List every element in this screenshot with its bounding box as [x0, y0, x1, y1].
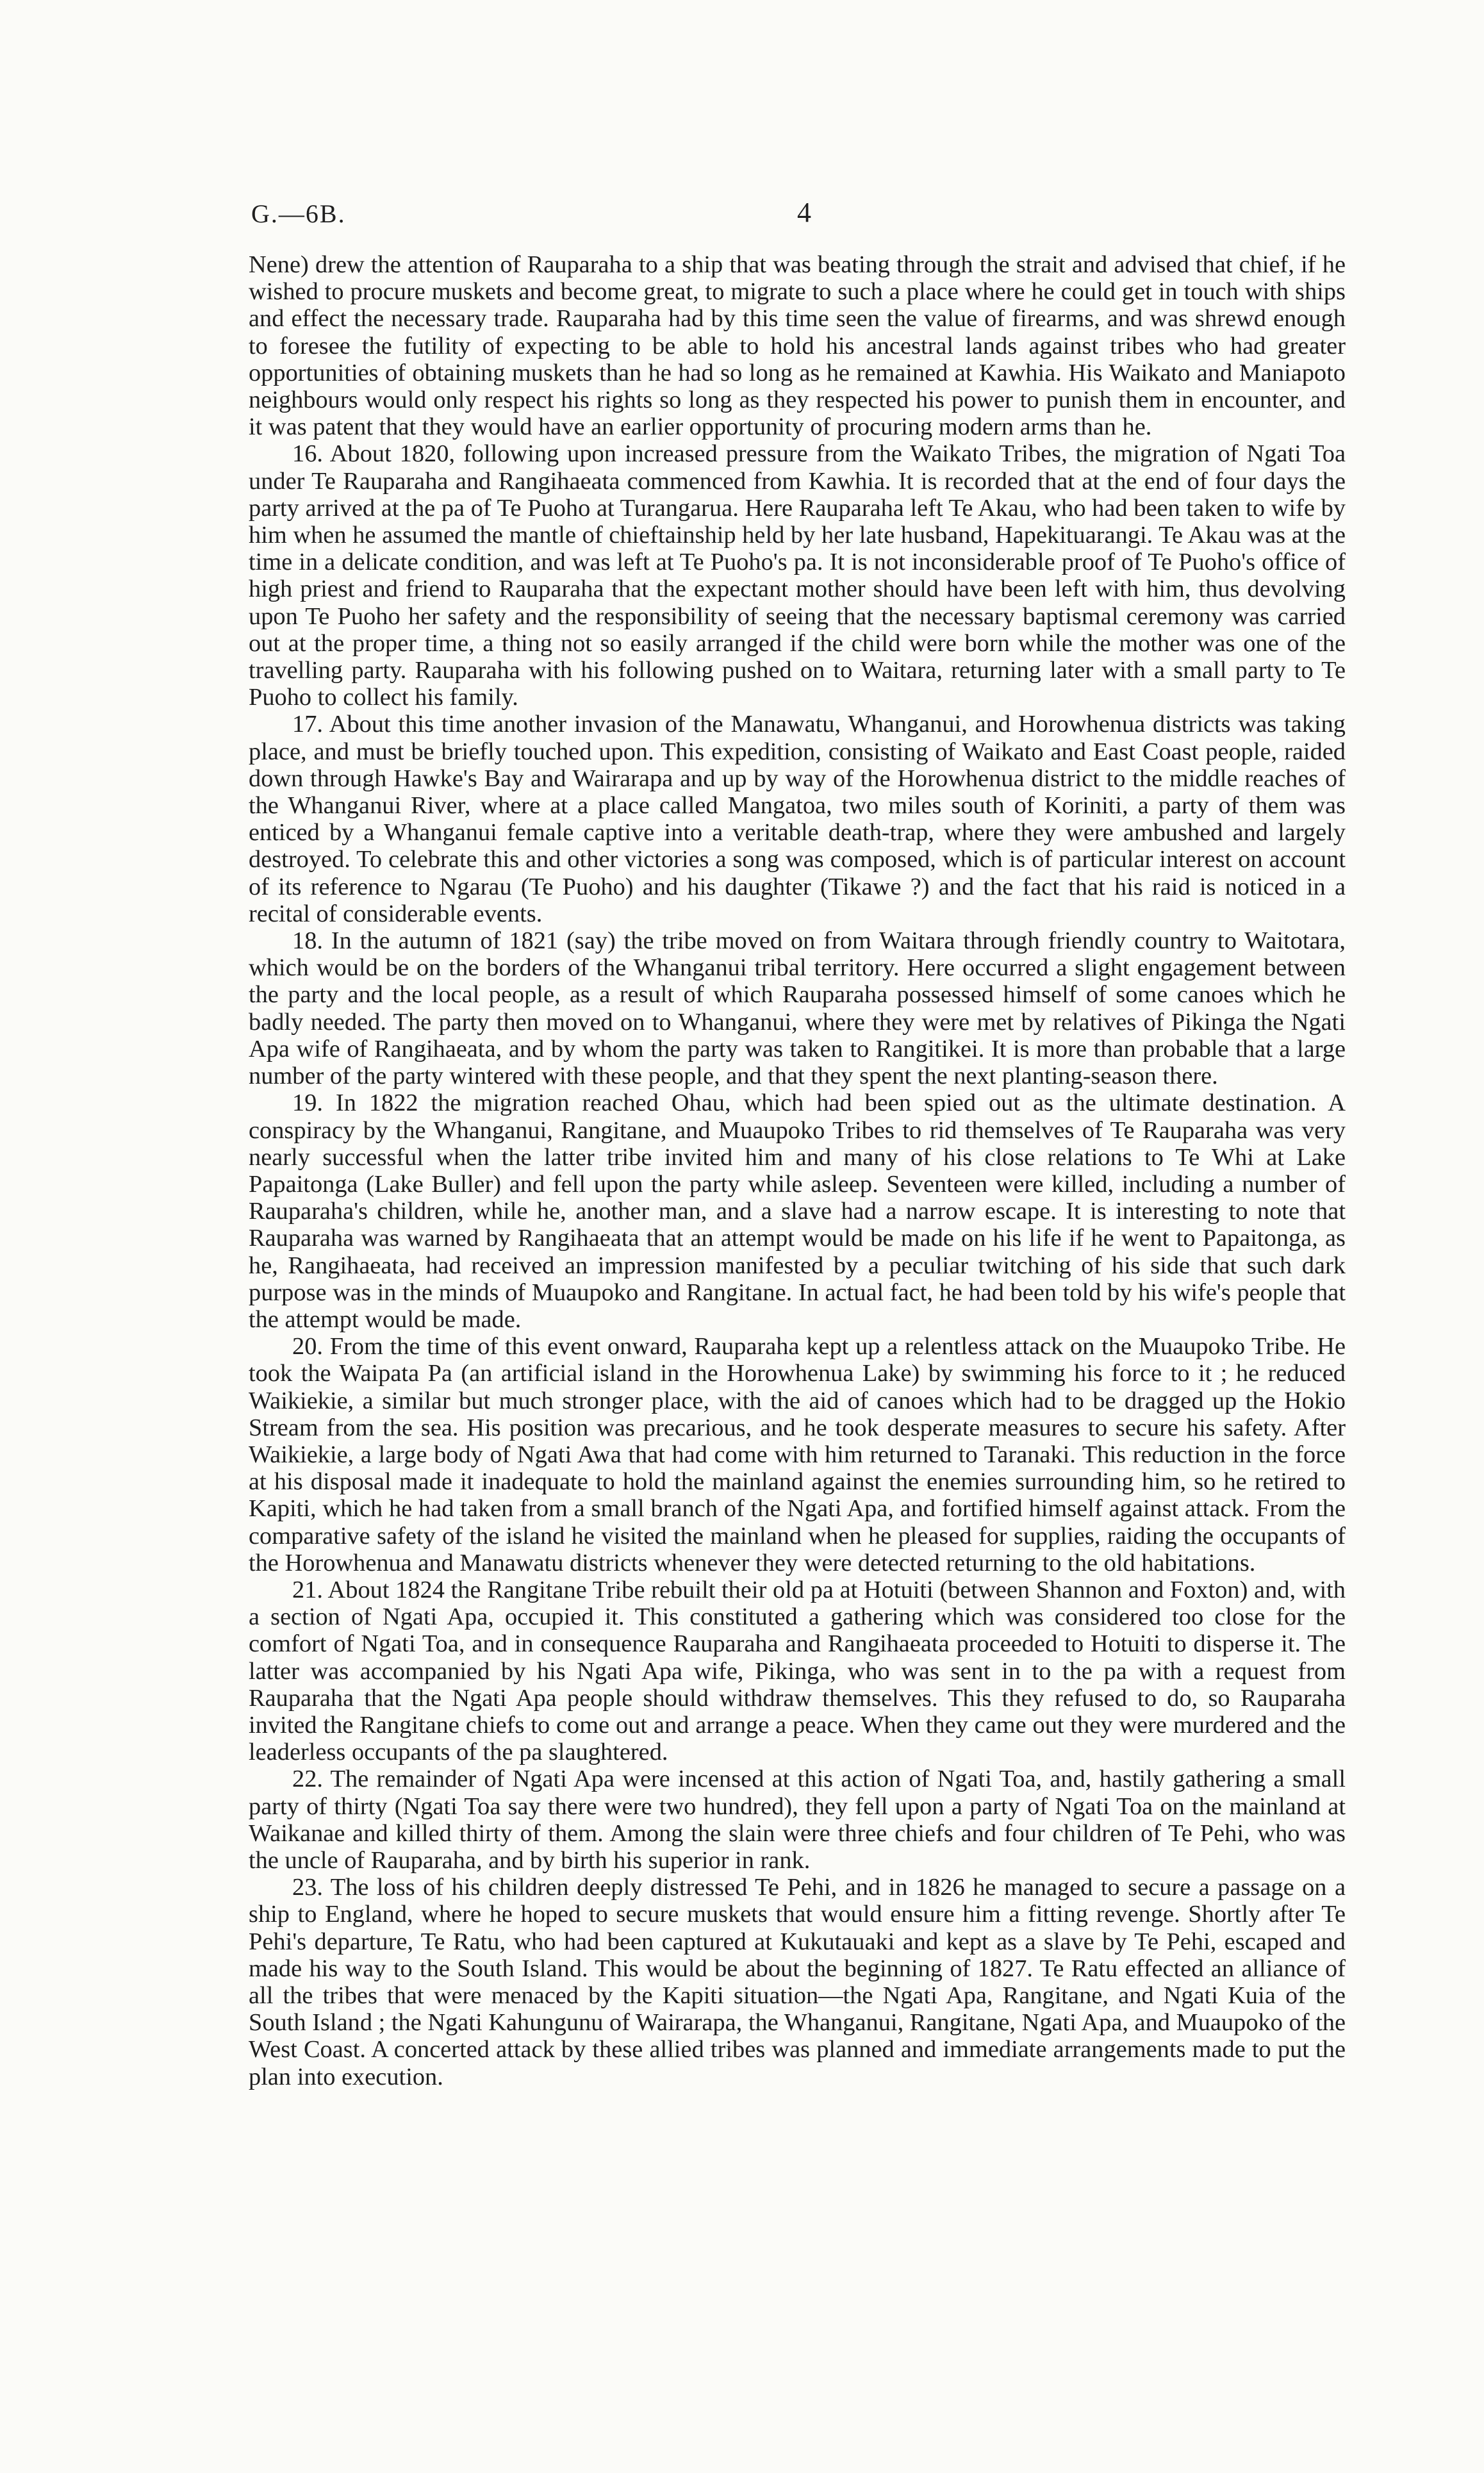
- page-body: [249, 251, 1346, 2090]
- paragraph-23: 23. The loss of his children deeply distressed Te Pehi, and in 1826 he managed to secure a passage on a ship to England, where he hoped to secure muskets that would ensure him a fitting revenge. Shortly after Te Pehi's departure, Te Ratu, who had been captured at Kukutauaki and kept as a slave by Te Pehi, escaped and made his way to the South Island. This would be about the beginning of 1827. Te Ratu effected an alliance of all the tribes that were menaced by the Kapiti situation—the Ngati Apa, Rangitane, and Ngati Kuia of the South Island ; the Ngati Kahungunu of Wairarapa, the Whanganui, Rangitane, Ngati Apa, and Muaupoko of the West Coast. A concerted attack by these allied tribes was planned and immediate arrangements made to put the plan into execution.: [249, 1874, 1346, 2090]
- paragraph-19: 19. In 1822 the migration reached Ohau, which had been spied out as the ultimate destination. A conspiracy by the Whanganui, Rangitane, and Muaupoko Tribes to rid themselves of Te Rauparaha was very nearly successful when the latter tribe invited him and many of his close relations to Te Whi at Lake Papaitonga (Lake Buller) and fell upon the party while asleep. Seventeen were killed, including a number of Rauparaha's children, while he, another man, and a slave had a narrow escape. It is interesting to note that Rauparaha was warned by Rangihaeata that an attempt would be made on his life if he went to Papaitonga, as he, Rangihaeata, had received an impression manifested by a peculiar twitching of his side that such dark purpose was in the minds of Muaupoko and Rangitane. In actual fact, he had been told by his wife's people that the attempt would be made.: [249, 1089, 1346, 1333]
- document-reference: G.—6B.: [251, 199, 346, 228]
- paragraph-22: 22. The remainder of Ngati Apa were incensed at this action of Ngati Toa, and, hastily gathering a small party of thirty (Ngati Toa say there were two hundred), they fell upon a party of Ngati Toa on the mainland at Waikanae and killed thirty of them. Among the slain were three chiefs and four children of Te Pehi, who was the uncle of Rauparaha, and by birth his superior in rank.: [249, 1766, 1346, 1874]
- paragraph-17: 17. About this time another invasion of the Manawatu, Whanganui, and Horowhenua districts was taking place, and must be briefly touched upon. This expedition, consisting of Waikato and East Coast people, raided down through Hawke's Bay and Wairarapa and up by way of the Horowhenua district to the middle reaches of the Whanganui River, where at a place called Mangatoa, two miles south of Koriniti, a party of them was enticed by a Whanganui female captive into a veritable death-trap, where they were ambushed and largely destroyed. To celebrate this and other victories a song was composed, which is of particular interest on account of its reference to Ngarau (Te Puoho) and his daughter (Tikawe ?) and the fact that his raid is noticed in a recital of considerable events.: [249, 711, 1346, 927]
- paragraph-20: 20. From the time of this event onward, Rauparaha kept up a relentless attack on the Muaupoko Tribe. He took the Waipata Pa (an artificial island in the Horowhenua Lake) by swimming his force to it ; he reduced Waikiekie, a similar but much stronger place, with the aid of canoes which had to be dragged up the Hokio Stream from the sea. His position was precarious, and he took desperate measures to secure his safety. After Waikiekie, a large body of Ngati Awa that had come with him returned to Taranaki. This reduction in the force at his disposal made it inadequate to hold the mainland against the enemies surrounding him, so he retired to Kapiti, which he had taken from a small branch of the Ngati Apa, and fortified himself against attack. From the comparative safety of the island he visited the mainland when he pleased for supplies, raiding the occupants of the Horowhenua and Manawatu districts whenever they were detected returning to the old habitations.: [249, 1333, 1346, 1576]
- page-number: 4: [797, 197, 811, 228]
- paragraph-16: 16. About 1820, following upon increased pressure from the Waikato Tribes, the migration of Ngati Toa under Te Rauparaha and Rangihaeata commenced from Kawhia. It is recorded that at the end of four days the party arrived at the pa of Te Puoho at Turangarua. Here Rauparaha left Te Akau, who had been taken to wife by him when he assumed the mantle of chieftainship held by her late husband, Hapekituarangi. Te Akau was at the time in a delicate condition, and was left at Te Puoho's pa. It is not inconsiderable proof of Te Puoho's office of high priest and friend to Rauparaha that the expectant mother should have been left with him, thus devolving upon Te Puoho her safety and the responsibility of seeing that the necessary baptismal ceremony was carried out at the proper time, a thing not so easily arranged if the child were born while the mother was one of the travelling party. Rauparaha with his following pushed on to Waitara, returning later with a small party to Te Puoho to collect his family.: [249, 440, 1346, 711]
- paragraph-continuation: Nene) drew the attention of Rauparaha to a ship that was beating through the strait and advised that chief, if he wished to procure muskets and become great, to migrate to such a place where he could get in touch with ships and effect the necessary trade. Rauparaha had by this time seen the value of firearms, and was shrewd enough to foresee the futility of expecting to be able to hold his ancestral lands against tribes who had greater opportunities of obtaining muskets than he had so long as he remained at Kawhia. His Waikato and Maniapoto neighbours would only respect his rights so long as they respected his power to punish them in encounter, and it was patent that they would have an earlier opportunity of procuring modern arms than he.: [249, 251, 1346, 441]
- page-header: [251, 199, 1340, 237]
- paragraph-21: 21. About 1824 the Rangitane Tribe rebuilt their old pa at Hotuiti (between Shannon and Foxton) and, with a section of Ngati Apa, occupied it. This constituted a gathering which was considered too close for the comfort of Ngati Toa, and in consequence Rauparaha and Rangihaeata proceeded to Hotuiti to disperse it. The latter was accompanied by his Ngati Apa wife, Pikinga, who was sent in to the pa with a request from Rauparaha that the Ngati Apa people should withdraw themselves. This they refused to do, so Rauparaha invited the Rangitane chiefs to come out and arrange a peace. When they came out they were murdered and the leaderless occupants of the pa slaughtered.: [249, 1576, 1346, 1766]
- paragraph-18: 18. In the autumn of 1821 (say) the tribe moved on from Waitara through friendly country to Waitotara, which would be on the borders of the Whanganui tribal territory. Here occurred a slight engagement between the party and the local people, as a result of which Rauparaha possessed himself of some canoes which he badly needed. The party then moved on to Whanganui, where they were met by relatives of Pikinga the Ngati Apa wife of Rangihaeata, and by whom the party was taken to Rangitikei. It is more than probable that a large number of the party wintered with these people, and that they spent the next planting-season there.: [249, 927, 1346, 1090]
